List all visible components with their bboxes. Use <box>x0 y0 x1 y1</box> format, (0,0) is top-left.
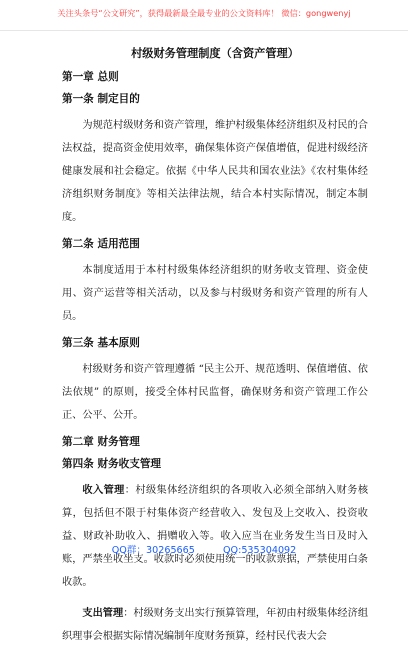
paragraph <box>62 602 368 648</box>
article-title: 第四条 财务收支管理 <box>62 458 162 470</box>
article-title: 第一条 制定目的 <box>62 93 140 105</box>
paragraph-lead: 支出管理 <box>82 607 124 619</box>
paragraph-lead: 收入管理 <box>82 484 125 496</box>
paragraph <box>62 479 368 594</box>
document-title: 村级财务管理制度（含资产管理） <box>131 46 299 60</box>
paragraph <box>62 114 368 229</box>
chapter-heading: 第一章 总则 <box>62 71 119 83</box>
paragraph-text: 为规范村级财务和资产管理，维护村级集体经济组织及村民的合法权益，提高资金使用效率，确保集体资产保值增值，促进村级经济健康发展和社会稳定。依据《中华人民共和国农业法》《农村集体经济组织财务制度》等相关法律法规，结合本村实际情况，制定本制度。 <box>62 120 368 223</box>
footer-contact <box>0 544 408 558</box>
footer-qq-group: QQ群：30265665 <box>111 545 195 556</box>
paragraph <box>62 358 368 427</box>
article-title: 第三条 基本原则 <box>62 337 140 349</box>
document-body <box>62 46 368 656</box>
paragraph-text: 本制度适用于本村村级集体经济组织的财务收支管理、资金使用、资产运营等相关活动，以及参与村级财务和资产管理的所有人员。 <box>62 265 368 322</box>
header-banner: 关注头条号“公文研究”，获得最新最全最专业的公文资料库！ 微信：gongwenyj <box>0 6 408 31</box>
article-title: 第二条 适用范围 <box>62 238 140 250</box>
paragraph-text: ：村级集体经济组织的各项收入必须全部纳入财务核算，包括但不限于村集体资产经营收入、发包及上交收入、投资收益、财政补助收入、捐赠收入等。收入应当在业务发生当日及时入账，严禁坐收坐支。收款时必须使用统一的收款票据，严禁使用白条收款。 <box>62 485 368 588</box>
paragraph-text: 村级财务和资产管理遵循 “民主公开、规范透明、保值增值、依法依规” 的原则，接受全体村民监督，确保财务和资产管理工作公正、公平、公开。 <box>62 364 368 421</box>
footer-qq: QQ:535304092 <box>222 545 297 556</box>
paragraph-text: ：村级财务支出实行预算管理，年初由村级集体经济组织理事会根据实际情况编制年度财务预算，经村民代表大会 <box>62 608 369 642</box>
paragraph <box>62 259 368 328</box>
chapter-heading: 第二章 财务管理 <box>62 436 140 448</box>
